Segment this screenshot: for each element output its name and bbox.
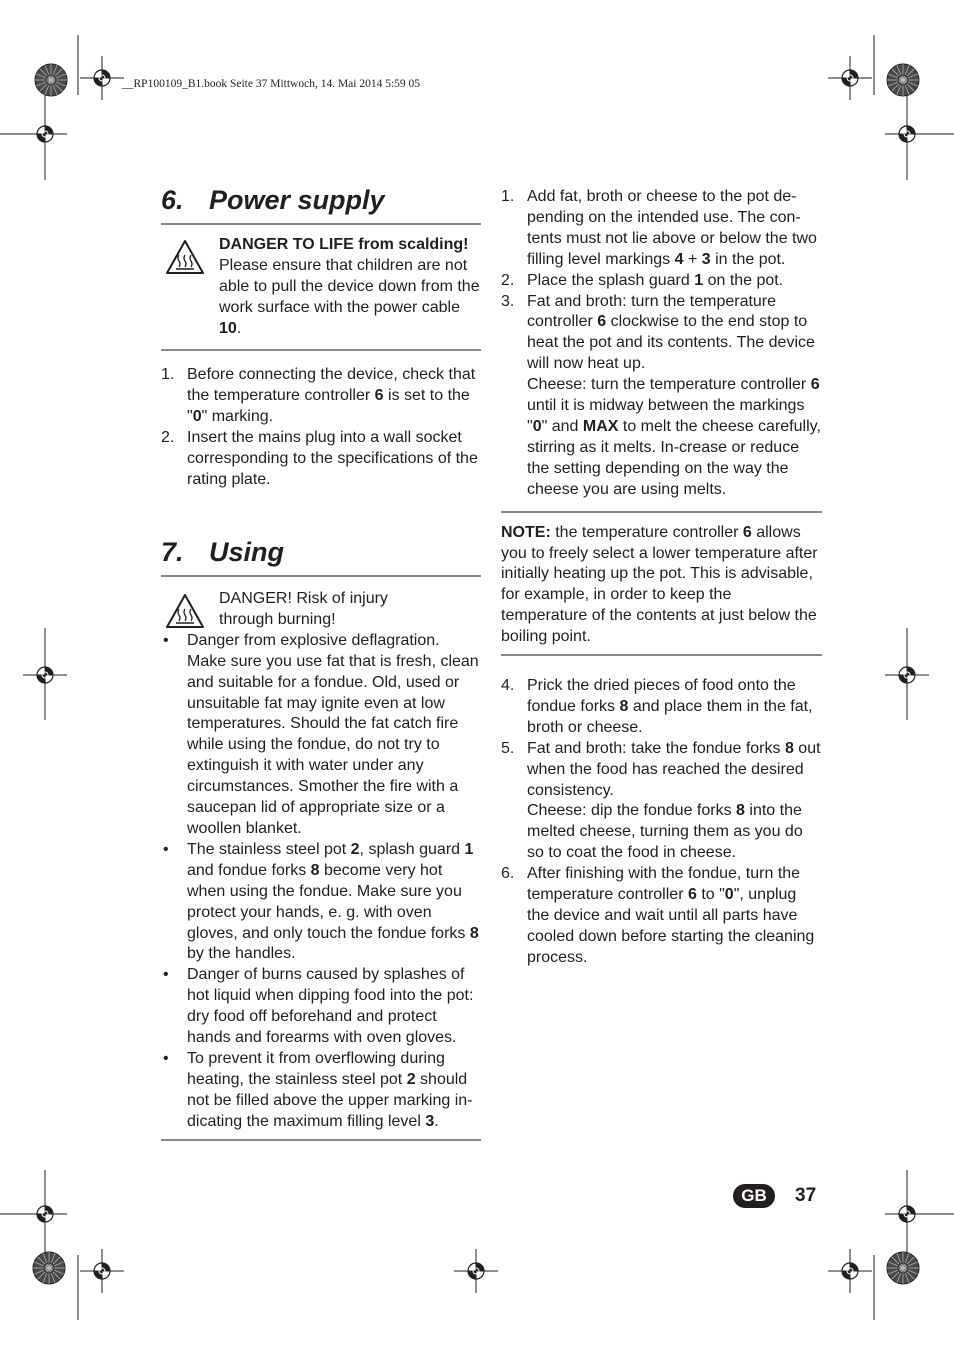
section-7-heading [161, 535, 481, 577]
scalding-warning-box [161, 225, 481, 351]
hot-surface-warning-icon [165, 593, 205, 629]
left-column [161, 183, 481, 490]
power-supply-steps [161, 365, 481, 490]
burning-warning-block [161, 577, 481, 1141]
book-header-line: __RP100109_B1.book Seite 37 Mittwoch, 14. Mai 2014 5:59 05 [122, 78, 421, 90]
section-6-heading [161, 183, 481, 225]
list-item: • The stainless steel pot 2, splash guard 1 and fondue forks 8 become very hot when using the fondue. Make sure you protect your hands, e. g. with oven gloves, and only touch the fondue forks 8 by the handles. [163, 840, 479, 963]
list-item: 2. Place the splash guard 1 on the pot. [501, 271, 784, 289]
list-item: 5. Fat and broth: take the fondue forks 8 out when the food has reached the desired consistency. Cheese: dip the fondue forks 8 into the melted cheese, turning them as you do so to coat the food in cheese. [501, 739, 821, 862]
page-number: 37 [795, 1185, 817, 1206]
warning-text: Please ensure that children are not able to pull the device down from the work surface with the power cable 10. [219, 256, 480, 337]
language-badge: GB [733, 1184, 775, 1208]
section-7-title: Using [209, 537, 285, 567]
right-column [501, 187, 822, 969]
using-steps-a [501, 187, 822, 501]
warning-title: DANGER TO LIFE from scalding! [219, 236, 469, 253]
note-label: NOTE: [501, 523, 551, 541]
list-item: 1. Before connecting the device, check that the temperature controller 6 is set to the "0" marking. [161, 366, 476, 425]
warning-title: DANGER! Risk of injury through burning! [219, 590, 388, 628]
hot-surface-warning-icon [165, 239, 205, 275]
list-item: 2. Insert the mains plug into a wall socket corresponding to the specifications of the rating plate. [161, 428, 478, 488]
list-item: • Danger from explosive deflagration. Make sure you use fat that is fresh, clean and suitable for a fondue. Old, used or unsuitable fat may ignite even at low temperatures. Should the fat catch fire while using the fondue, do not try to extinguish it with water under any circumstances. Smother the fire with a saucepan lid of appropriate size or a woollen blanket. [163, 631, 479, 837]
list-item: • To prevent it from overflowing during heating, the stainless steel pot 2 should not be filled above the upper marking in-dicating the maximum filling level 3. [163, 1049, 473, 1130]
danger-bullet-list [161, 631, 481, 1133]
list-item: 6. After finishing with the fondue, turn the temperature controller 6 to "0", unplug the device and wait until all parts have cooled down before starting the cleaning process. [501, 865, 815, 966]
section-6-number: 6. [161, 185, 184, 215]
note-box: NOTE: the temperature controller 6 allows you to freely select a lower temperature after initially heating up the pot. This is advisable, for example, in order to keep the temperature of the contents at just below the boiling point. [501, 511, 822, 656]
list-item: 1. Add fat, broth or cheese to the pot de-pending on the intended use. The con-tents must not lie above or below the two filling level markings 4 + 3 in the pot. [501, 188, 817, 268]
section-7-number: 7. [161, 537, 184, 567]
left-column-section-7 [161, 535, 481, 1141]
list-item: 3. Fat and broth: turn the temperature controller 6 clockwise to the end stop to heat the pot and its contents. The device will now heat up. Cheese: turn the temperature controller 6 until it is midway between the markings "0" and MAX to melt the cheese carefully, stirring as it melts. In-crease or reduce the setting depending on the way the cheese you are using melts. [501, 292, 821, 498]
section-6-title: Power supply [209, 185, 385, 215]
list-item: • Danger of burns caused by splashes of hot liquid when dipping food into the pot: dry food off beforehand and protect hands and forearms with oven gloves. [163, 966, 474, 1047]
using-steps-b [501, 676, 822, 969]
list-item: 4. Prick the dried pieces of food onto the fondue forks 8 and place them in the fat, broth or cheese. [501, 677, 813, 736]
